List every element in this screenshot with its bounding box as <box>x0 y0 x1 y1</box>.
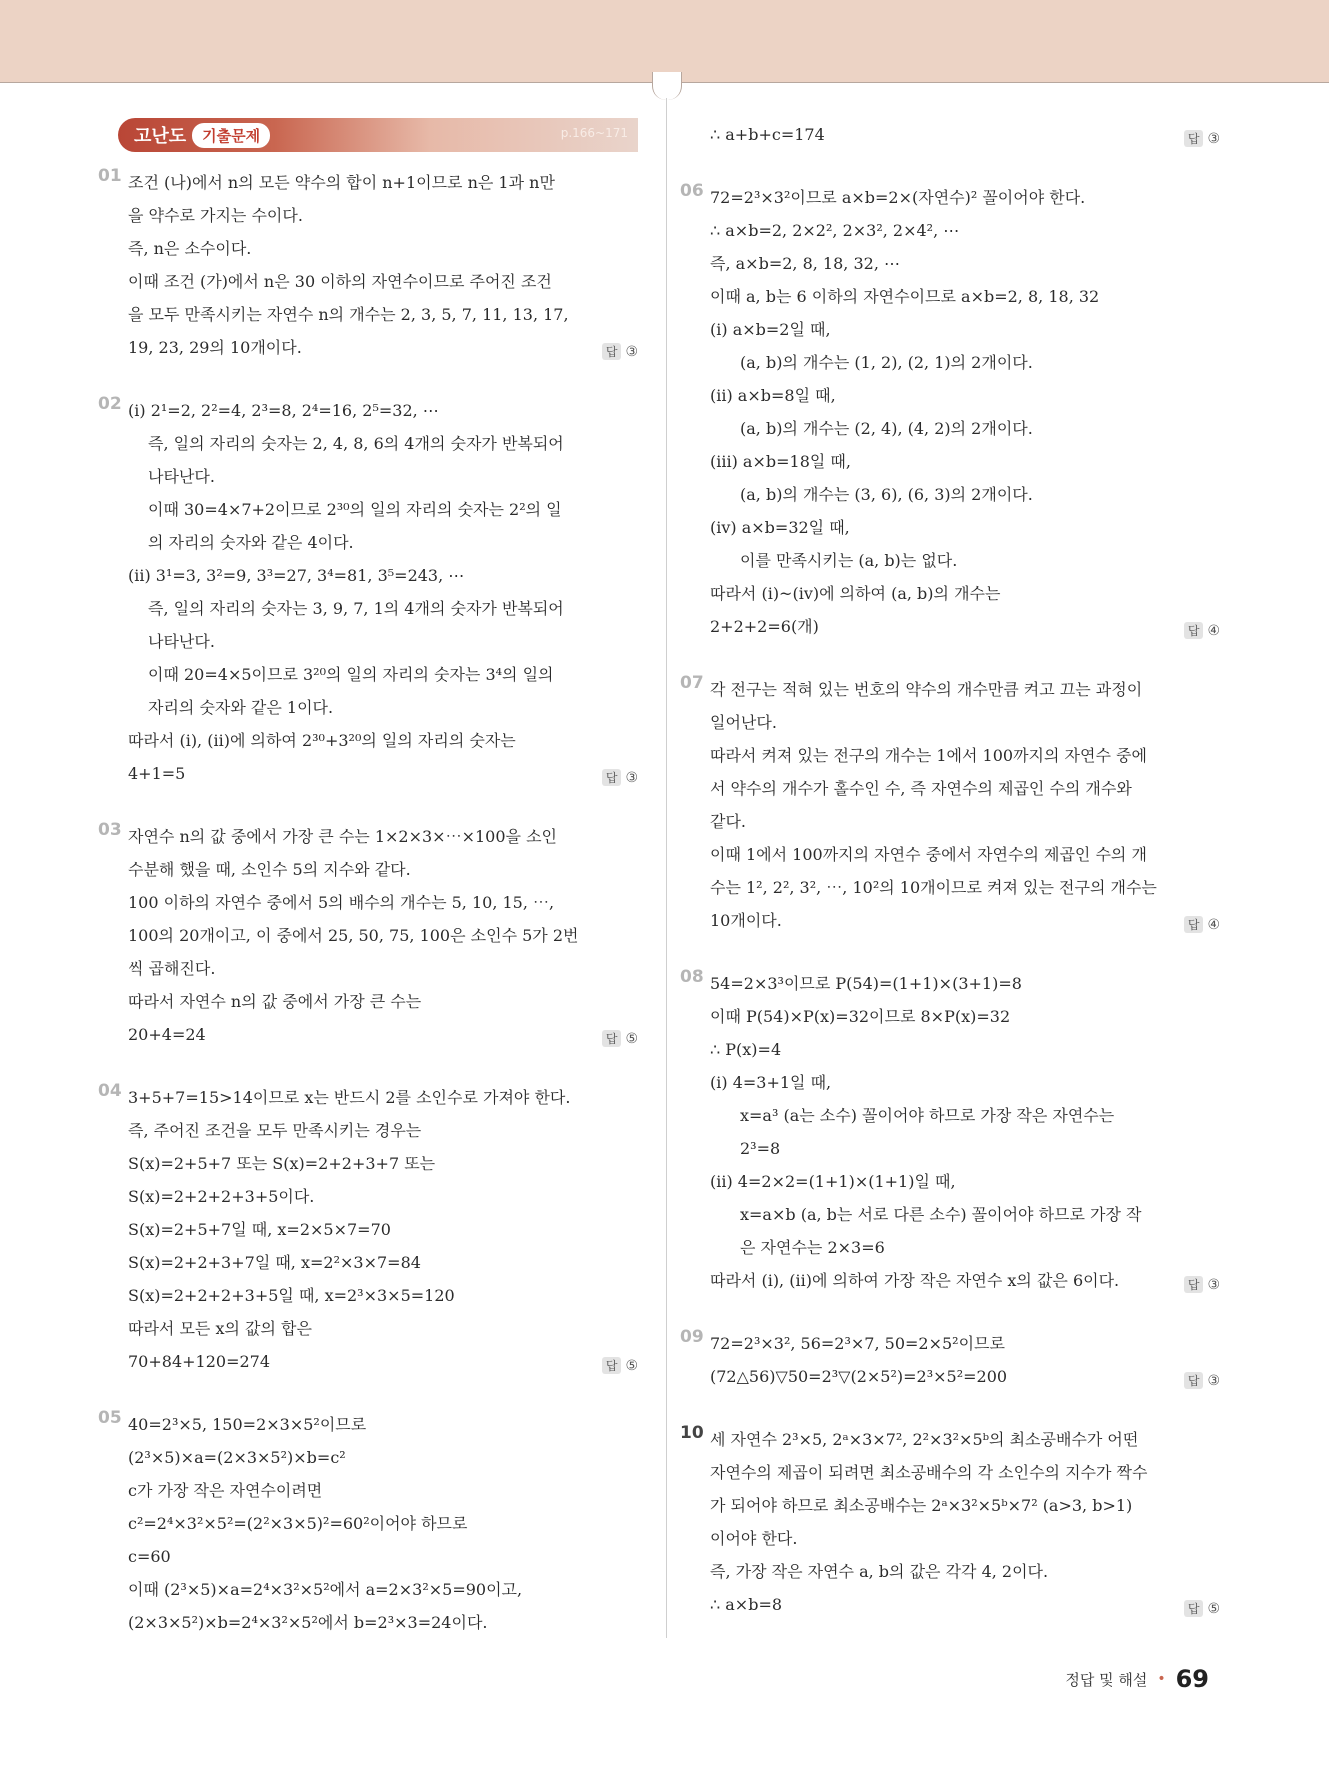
solution-line: 20+4=24 <box>128 1025 206 1044</box>
solution-line: 이를 만족시키는 (a, b)는 없다. <box>740 551 958 570</box>
top-banner <box>0 0 1329 83</box>
solution-line: 따라서 (i), (ii)에 의하여 가장 작은 자연수 x의 값은 6이다. <box>710 1271 1120 1290</box>
solution-line: 이때 (2³×5)×a=2⁴×3²×5²에서 a=2×3²×5=90이고, <box>128 1580 523 1599</box>
answer-label: 답 <box>1184 1600 1204 1617</box>
solution-line: 100의 20개이고, 이 중에서 25, 50, 75, 100은 소인수 5가 2번 <box>128 926 579 945</box>
problem-number: 06 <box>680 181 704 201</box>
solution-line: 이어야 한다. <box>710 1529 798 1548</box>
answer-marker <box>602 769 638 786</box>
problem-number: 09 <box>680 1327 704 1347</box>
problem-06 <box>680 181 1220 643</box>
solution-line: 이때 1에서 100까지의 자연수 중에서 자연수의 제곱인 수의 개 <box>710 845 1147 864</box>
problem-02 <box>98 394 638 790</box>
answer-marker <box>1184 916 1220 933</box>
answer-label: 답 <box>602 1357 622 1374</box>
solution-line: 이때 P(54)×P(x)=32이므로 8×P(x)=32 <box>710 1007 1011 1026</box>
solution-line: 을 약수로 가지는 수이다. <box>128 206 303 225</box>
page-notch <box>652 72 682 100</box>
answer-choice: ③ <box>1207 1277 1220 1293</box>
solution-line: ∴ a×b=8 <box>710 1595 783 1614</box>
answer-choice: ④ <box>1207 917 1220 933</box>
problem-cont <box>700 118 1220 151</box>
page-footer <box>1065 1665 1209 1693</box>
problem-09 <box>680 1327 1220 1393</box>
solution-line: (a, b)의 개수는 (1, 2), (2, 1)의 2개이다. <box>740 353 1033 372</box>
solution-line: c=60 <box>128 1547 171 1566</box>
answer-marker <box>1184 130 1220 147</box>
solution-line: 이때 30=4×7+2이므로 2³⁰의 일의 자리의 숫자는 2²의 일 <box>148 500 562 519</box>
solution-line: 54=2×3³이므로 P(54)=(1+1)×(3+1)=8 <box>710 974 1022 993</box>
solution-line: 2³=8 <box>740 1139 781 1158</box>
solution-line: c가 가장 작은 자연수이려면 <box>128 1481 323 1500</box>
solution-line: 따라서 (i), (ii)에 의하여 2³⁰+3²⁰의 일의 자리의 숫자는 <box>128 731 516 750</box>
answer-choice: ③ <box>625 344 638 360</box>
solution-line: 수는 1², 2², 3², ⋯, 10²의 10개이므로 켜져 있는 전구의 개수는 <box>710 878 1157 897</box>
solution-line: 자연수 n의 값 중에서 가장 큰 수는 1×2×3×⋯×100을 소인 <box>128 827 557 846</box>
solution-line: 따라서 자연수 n의 값 중에서 가장 큰 수는 <box>128 992 422 1011</box>
solution-line: (ii) 4=2×2=(1+1)×(1+1)일 때, <box>710 1172 956 1191</box>
problem-number: 05 <box>98 1408 122 1428</box>
problem-number: 01 <box>98 166 122 186</box>
solution-line: 세 자연수 2³×5, 2ᵃ×3×7², 2²×3²×5ᵇ의 최소공배수가 어떤 <box>710 1430 1139 1449</box>
problem-number: 07 <box>680 673 704 693</box>
solution-line: 따라서 (i)~(iv)에 의하여 (a, b)의 개수는 <box>710 584 1001 603</box>
solution-line: 가 되어야 하므로 최소공배수는 2ᵃ×3²×5ᵇ×7² (a>3, b>1) <box>710 1496 1133 1515</box>
badge-title: 고난도 <box>134 126 187 147</box>
solution-line: 72=2³×3², 56=2³×7, 50=2×5²이므로 <box>710 1334 1005 1353</box>
answer-label: 답 <box>602 343 622 360</box>
solution-line: 수분해 했을 때, 소인수 5의 지수와 같다. <box>128 860 411 879</box>
answer-marker <box>1184 1600 1220 1617</box>
solution-line: S(x)=2+5+7일 때, x=2×5×7=70 <box>128 1220 391 1239</box>
problem-07 <box>680 673 1220 937</box>
solution-line: 을 모두 만족시키는 자연수 n의 개수는 2, 3, 5, 7, 11, 13, 17, <box>128 305 569 324</box>
solution-line: S(x)=2+2+3+7일 때, x=2²×3×7=84 <box>128 1253 421 1272</box>
solution-line: 일어난다. <box>710 713 777 732</box>
page-reference: p.166~171 <box>560 126 628 140</box>
solution-line: (ii) a×b=8일 때, <box>710 386 836 405</box>
answer-marker <box>602 343 638 360</box>
answer-marker <box>602 1357 638 1374</box>
problem-number: 03 <box>98 820 122 840</box>
solution-line: ∴ a+b+c=174 <box>710 125 825 144</box>
solution-line: 즉, 일의 자리의 숫자는 3, 9, 7, 1의 4개의 숫자가 반복되어 <box>148 599 564 618</box>
problem-10 <box>680 1423 1220 1621</box>
problem-number: 08 <box>680 967 704 987</box>
solution-line: (iv) a×b=32일 때, <box>710 518 850 537</box>
problem-number: 02 <box>98 394 122 414</box>
problem-05 <box>98 1408 638 1639</box>
solution-line: 서 약수의 개수가 홀수인 수, 즉 자연수의 제곱인 수의 개수와 <box>710 779 1132 798</box>
solution-line: (i) 2¹=2, 2²=4, 2³=8, 2⁴=16, 2⁵=32, ⋯ <box>128 401 439 420</box>
answer-choice: ④ <box>1207 623 1220 639</box>
solution-line: 즉, a×b=2, 8, 18, 32, ⋯ <box>710 254 900 273</box>
page-number: 69 <box>1175 1665 1209 1693</box>
answer-marker <box>602 1030 638 1047</box>
solution-line: 따라서 켜져 있는 전구의 개수는 1에서 100까지의 자연수 중에 <box>710 746 1147 765</box>
solution-line: 은 자연수는 2×3=6 <box>740 1238 885 1257</box>
solution-line: (iii) a×b=18일 때, <box>710 452 851 471</box>
problem-number: 04 <box>98 1081 122 1101</box>
problem-04 <box>98 1081 638 1378</box>
solution-line: S(x)=2+5+7 또는 S(x)=2+2+3+7 또는 <box>128 1154 436 1173</box>
solution-line: (2³×5)×a=(2×3×5²)×b=c² <box>128 1448 346 1467</box>
footer-dot-icon: • <box>1157 1671 1166 1687</box>
solution-line: 이때 20=4×5이므로 3²⁰의 일의 자리의 숫자는 3⁴의 일의 <box>148 665 554 684</box>
answer-choice: ③ <box>625 770 638 786</box>
answer-label: 답 <box>1184 1276 1204 1293</box>
answer-label: 답 <box>602 1030 622 1047</box>
solution-line: S(x)=2+2+2+3+5일 때, x=2³×3×5=120 <box>128 1286 455 1305</box>
solution-line: (i) a×b=2일 때, <box>710 320 831 339</box>
solution-line: c²=2⁴×3²×5²=(2²×3×5)²=60²이어야 하므로 <box>128 1514 468 1533</box>
solution-line: 70+84+120=274 <box>128 1352 271 1371</box>
solution-line: (ii) 3¹=3, 3²=9, 3³=27, 3⁴=81, 3⁵=243, ⋯ <box>128 566 465 585</box>
answer-label: 답 <box>1184 916 1204 933</box>
solution-line: (72△56)▽50=2³▽(2×5²)=2³×5²=200 <box>710 1367 1008 1386</box>
solution-line: 이때 조건 (가)에서 n은 30 이하의 자연수이므로 주어진 조건 <box>128 272 552 291</box>
problem-03 <box>98 820 638 1051</box>
solution-line: 10개이다. <box>710 911 782 930</box>
section-header <box>118 118 638 152</box>
solution-line: 100 이하의 자연수 중에서 5의 배수의 개수는 5, 10, 15, ⋯, <box>128 893 555 912</box>
answer-choice: ③ <box>1207 131 1220 147</box>
solution-line: 3+5+7=15>14이므로 x는 반드시 2를 소인수로 가져야 한다. <box>128 1088 571 1107</box>
solution-line: (a, b)의 개수는 (2, 4), (4, 2)의 2개이다. <box>740 419 1033 438</box>
column-divider <box>666 98 667 1638</box>
solution-line: (a, b)의 개수는 (3, 6), (6, 3)의 2개이다. <box>740 485 1033 504</box>
solution-line: 자연수의 제곱이 되려면 최소공배수의 각 소인수의 지수가 짝수 <box>710 1463 1148 1482</box>
solution-line: x=a×b (a, b는 서로 다른 소수) 꼴이어야 하므로 가장 작 <box>740 1205 1142 1224</box>
right-column <box>680 118 1220 1651</box>
solution-line: (2×3×5²)×b=2⁴×3²×5²에서 b=2³×3=24이다. <box>128 1613 488 1632</box>
solution-line: x=a³ (a는 소수) 꼴이어야 하므로 가장 작은 자연수는 <box>740 1106 1115 1125</box>
answer-choice: ③ <box>1207 1373 1220 1389</box>
section-badge <box>124 120 280 150</box>
solution-line: S(x)=2+2+2+3+5이다. <box>128 1187 315 1206</box>
solution-line: 즉, 일의 자리의 숫자는 2, 4, 8, 6의 4개의 숫자가 반복되어 <box>148 434 564 453</box>
answer-marker <box>1184 1372 1220 1389</box>
solution-line: 19, 23, 29의 10개이다. <box>128 338 302 357</box>
answer-choice: ⑤ <box>625 1358 638 1374</box>
problem-08 <box>680 967 1220 1297</box>
solution-line: 즉, n은 소수이다. <box>128 239 252 258</box>
answer-choice: ⑤ <box>625 1031 638 1047</box>
solution-line: (i) 4=3+1일 때, <box>710 1073 832 1092</box>
solution-line: ∴ P(x)=4 <box>710 1040 782 1059</box>
solution-line: 각 전구는 적혀 있는 번호의 약수의 개수만큼 켜고 끄는 과정이 <box>710 680 1143 699</box>
left-column <box>98 118 638 1669</box>
solution-line: 자리의 숫자와 같은 1이다. <box>148 698 334 717</box>
solution-line: ∴ a×b=2, 2×2², 2×3², 2×4², ⋯ <box>710 221 960 240</box>
solution-line: 나타난다. <box>148 632 215 651</box>
footer-section: 정답 및 해설 <box>1065 1670 1148 1689</box>
solution-line: 따라서 모든 x의 값의 합은 <box>128 1319 312 1338</box>
solution-line: 40=2³×5, 150=2×3×5²이므로 <box>128 1415 367 1434</box>
solution-line: 의 자리의 숫자와 같은 4이다. <box>148 533 354 552</box>
solution-line: 이때 a, b는 6 이하의 자연수이므로 a×b=2, 8, 18, 32 <box>710 287 1100 306</box>
answer-marker <box>1184 622 1220 639</box>
solution-line: 나타난다. <box>148 467 215 486</box>
problem-number: 10 <box>680 1423 704 1443</box>
answer-choice: ⑤ <box>1207 1601 1220 1617</box>
solution-line: 2+2+2=6(개) <box>710 617 819 636</box>
solution-line: 같다. <box>710 812 746 831</box>
solution-line: 4+1=5 <box>128 764 186 783</box>
problem-01 <box>98 166 638 364</box>
answer-label: 답 <box>1184 622 1204 639</box>
answer-marker <box>1184 1276 1220 1293</box>
answer-label: 답 <box>1184 1372 1204 1389</box>
solution-line: 씩 곱해진다. <box>128 959 216 978</box>
solution-line: 즉, 가장 작은 자연수 a, b의 값은 각각 4, 2이다. <box>710 1562 1049 1581</box>
answer-label: 답 <box>602 769 622 786</box>
solution-line: 조건 (나)에서 n의 모든 약수의 합이 n+1이므로 n은 1과 n만 <box>128 173 555 192</box>
answer-label: 답 <box>1184 130 1204 147</box>
badge-pill: 기출문제 <box>192 123 270 148</box>
solution-line: 72=2³×3²이므로 a×b=2×(자연수)² 꼴이어야 한다. <box>710 188 1086 207</box>
solution-line: 즉, 주어진 조건을 모두 만족시키는 경우는 <box>128 1121 422 1140</box>
